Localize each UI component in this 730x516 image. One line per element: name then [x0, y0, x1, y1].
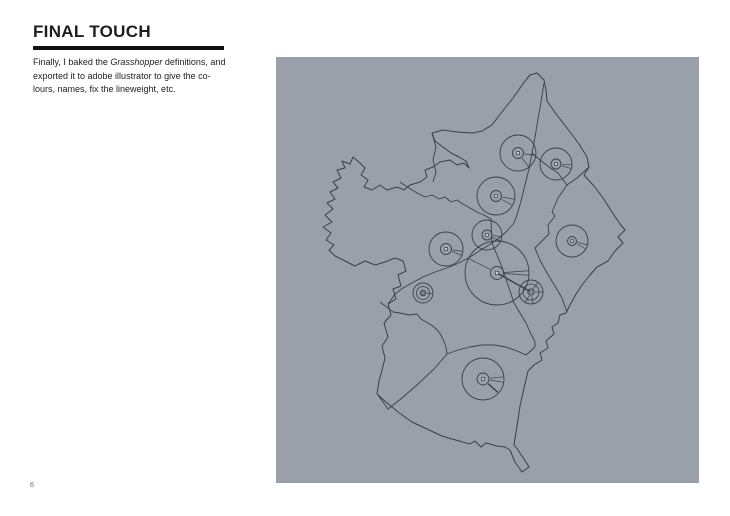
glyph-spoke-line [468, 258, 490, 269]
intro-line-1-pre: Finally, I baked the [33, 57, 111, 67]
glyph-spoke-line [577, 244, 586, 249]
glyph-center-square [495, 195, 498, 198]
glyph-spoke-line [427, 293, 433, 294]
page-number: 6 [30, 482, 34, 489]
city-district-map [276, 57, 699, 483]
district-boundary-path [447, 345, 535, 355]
glyph-spoke-line [577, 242, 587, 245]
page-title: FINAL TOUCH [33, 22, 151, 41]
header [33, 22, 273, 50]
glyph-spoke-line [490, 377, 504, 378]
glyph-center-square [486, 234, 489, 237]
intro-line-2: exported it to adobe illustrator to give the co- [33, 70, 211, 81]
glyph-spoke-line [493, 236, 502, 237]
district-boundary-path [388, 243, 492, 304]
glyph-center-square [530, 291, 532, 293]
district-boundary-path [432, 133, 436, 182]
intro-line-1-post: definitions, and [162, 57, 226, 67]
glyph-spoke-line [452, 251, 462, 255]
title-underline [33, 46, 224, 50]
glyph-spoke-line [502, 199, 513, 205]
district-boundary-path [380, 302, 447, 354]
glyph-center-square [445, 248, 448, 251]
glyph-thick-spoke-line [488, 384, 498, 393]
glyph-spoke-line [562, 164, 572, 165]
glyph-center-square [517, 152, 520, 155]
intro-grasshopper-italic: Grasshopper [110, 57, 163, 67]
glyph-center-square [571, 240, 574, 243]
intro-paragraph [33, 56, 278, 97]
city-boundary-path [323, 73, 625, 472]
glyph-spoke-line [504, 271, 528, 273]
glyph-connector-line [497, 273, 531, 292]
district-boundary-path [532, 153, 567, 185]
glyph-spoke-line [502, 197, 514, 199]
glyph-spoke-line [562, 166, 572, 169]
district-boundary-path [378, 354, 447, 409]
glyph-spoke-line [522, 158, 529, 167]
glyph-spoke-line [525, 296, 529, 303]
intro-line-3: lours, names, fix the lineweight, etc. [33, 84, 176, 94]
district-boundary-path [400, 182, 492, 243]
glyph-center-square [482, 378, 485, 381]
glyph-center-square [555, 163, 558, 166]
glyph-center-square [422, 292, 424, 294]
map-panel [276, 57, 699, 483]
district-boundary-path [492, 243, 535, 347]
glyph-spoke-line [490, 380, 504, 382]
glyph-center-square [495, 271, 498, 274]
intro-line-1 [33, 56, 278, 70]
glyph-spoke-line [452, 250, 462, 251]
glyph-spoke-line [504, 274, 528, 276]
district-boundary-path [492, 223, 514, 243]
